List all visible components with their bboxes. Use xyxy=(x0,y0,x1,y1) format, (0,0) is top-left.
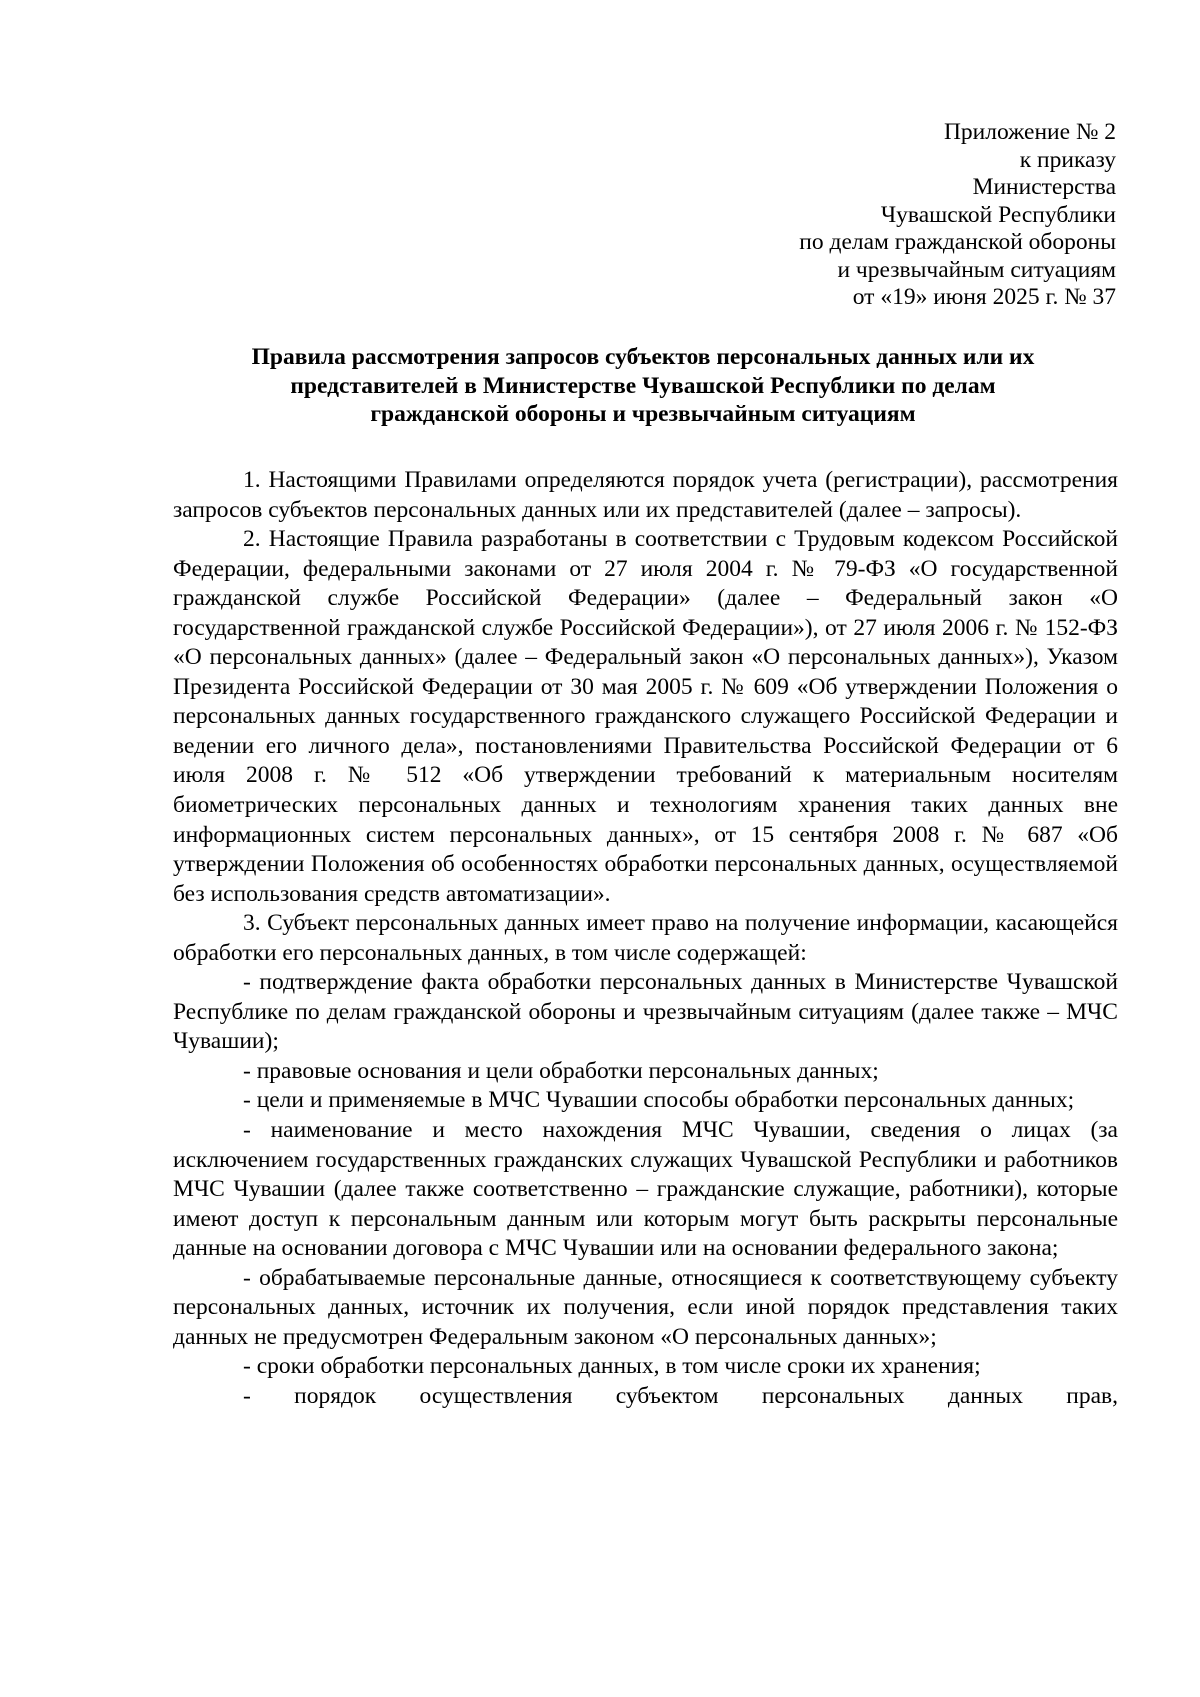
appendix-header xyxy=(799,119,1116,312)
appendix-line: Чувашской Республики xyxy=(880,201,1116,228)
paragraph: 2. Настоящие Правила разработаны в соответствии с Трудовым кодексом Российской Федерации, федеральными законами от 27 июля 2004 г. № 79-ФЗ «О государственной гражданской службе Российской Федерации» (далее – Федеральный закон «О государственной гражданской службе Российской Федерации»), от 27 июля 2006 г. № 152-ФЗ «О персональных данных» (далее – Федеральный закон «О персональных данных»), Указом Президента Российской Федерации от 30 мая 2005 г. № 609 «Об утверждении Положения о персональных данных государственного гражданского служащего Российской Федерации и ведении его личного дела», постановлениями Правительства Российской Федерации от 6 июля 2008 г. № 512 «Об утверждении требований к материальным носителям биометрических персональных данных и технологиям хранения таких данных вне информационных систем персональных данных», от 15 сентября 2008 г. № 687 «Об утверждении Положения об особенностях обработки персональных данных, осуществляемой без использования средств автоматизации». xyxy=(173,526,1118,907)
list-item: - подтверждение факта обработки персональных данных в Министерстве Чувашской Республике по делам гражданской обороны и чрезвычайным ситуациям (далее также – МЧС Чувашии); xyxy=(173,969,1118,1055)
list-item: - обрабатываемые персональные данные, относящиеся к соответствующему субъекту персональных данных, источник их получения, если иной порядок представления таких данных не предусмотрен Федеральным законом «О персональных данных»; xyxy=(173,1264,1118,1350)
appendix-line: к приказу xyxy=(1019,146,1116,173)
paragraph: 3. Субъект персональных данных имеет право на получение информации, касающейся обработки его персональных данных, в том числе содержащей: xyxy=(173,910,1118,966)
document-title xyxy=(170,343,1116,429)
appendix-line: Министерства xyxy=(972,174,1116,200)
paragraph: 1. Настоящими Правилами определяются порядок учета (регистрации), рассмотрения запросов субъектов персональных данных или их представителей (далее – запросы). xyxy=(173,467,1118,523)
title-line: Правила рассмотрения запросов субъектов персональных данных или их xyxy=(251,344,1035,370)
list-item: - сроки обработки персональных данных, в том числе сроки их хранения; xyxy=(243,1353,981,1380)
appendix-line: по делам гражданской обороны xyxy=(799,229,1116,255)
list-item: - правовые основания и цели обработки персональных данных; xyxy=(243,1057,879,1084)
appendix-line: от «19» июня 2025 г. № 37 xyxy=(852,284,1116,310)
list-item: - порядок осуществления субъектом персональных данных прав, xyxy=(243,1382,1118,1409)
list-item: - наименование и место нахождения МЧС Чувашии, сведения о лицах (за исключением государственных гражданских служащих Чувашской Республики и работников МЧС Чувашии (далее также соответственно – гражданские служащие, работники), которые имеют доступ к персональным данным или которым могут быть раскрыты персональные данные на основании договора с МЧС Чувашии или на основании федерального закона; xyxy=(173,1117,1118,1262)
appendix-line: Приложение № 2 xyxy=(943,119,1116,145)
list-item: - цели и применяемые в МЧС Чувашии способы обработки персональных данных; xyxy=(243,1087,1075,1114)
title-line: гражданской обороны и чрезвычайным ситуациям xyxy=(370,401,916,427)
appendix-line: и чрезвычайным ситуациям xyxy=(837,256,1116,283)
title-line: представителей в Министерстве Чувашской Республики по делам xyxy=(290,372,996,399)
document-body xyxy=(173,466,1118,1412)
